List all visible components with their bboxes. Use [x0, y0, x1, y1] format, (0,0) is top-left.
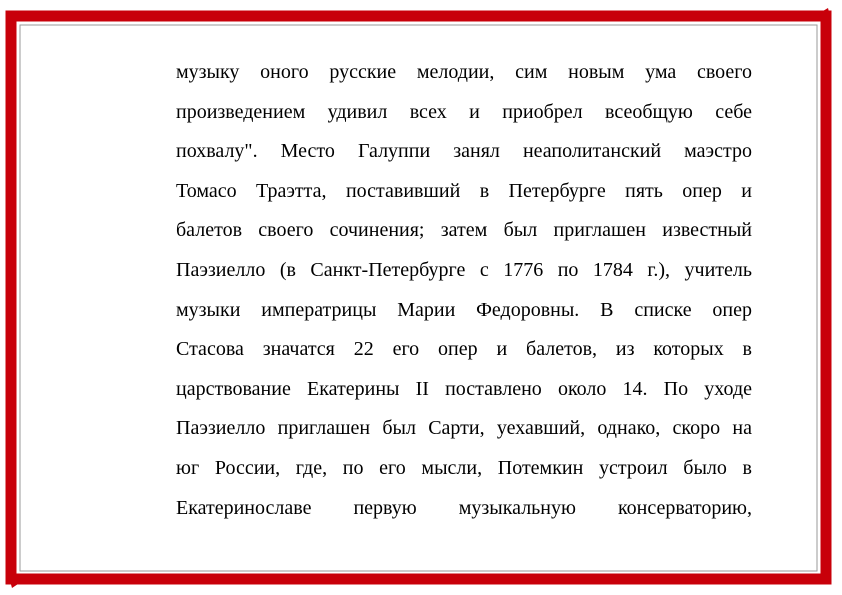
text-line: похвалу". Место Галуппи занял неаполитанский маэстро [176, 140, 752, 163]
text-line: Паэзиелло (в Санкт-Петербурге с 1776 по 1784 г.), учитель [176, 258, 752, 281]
text-line: Екатеринославе первую музыкальную консерваторию, [176, 496, 752, 519]
text-line: музыку оного русские мелодии, сим новым ума своего [176, 61, 752, 83]
text-line: Паэзиелло приглашен был Сарти, уехавший, однако, скоро на [176, 417, 752, 440]
text-line: произведением удивил всех и приобрел всеобщую себе [176, 100, 752, 123]
text-line: юг России, где, по его мысли, Потемкин устроил было в [176, 456, 752, 479]
text-line: царствование Екатерины II поставлено около 14. По уходе [176, 377, 752, 400]
text-line: Томасо Траэтта, поставивший в Петербурге пять опер и [176, 179, 752, 202]
text-line: Стасова значатся 22 его опер и балетов, из которых в [176, 338, 752, 361]
text-line: балетов своего сочинения; затем был приглашен известный [176, 219, 752, 242]
body-text [176, 56, 752, 531]
text-line: музыки императрицы Марии Федоровны. В списке опер [176, 298, 752, 321]
